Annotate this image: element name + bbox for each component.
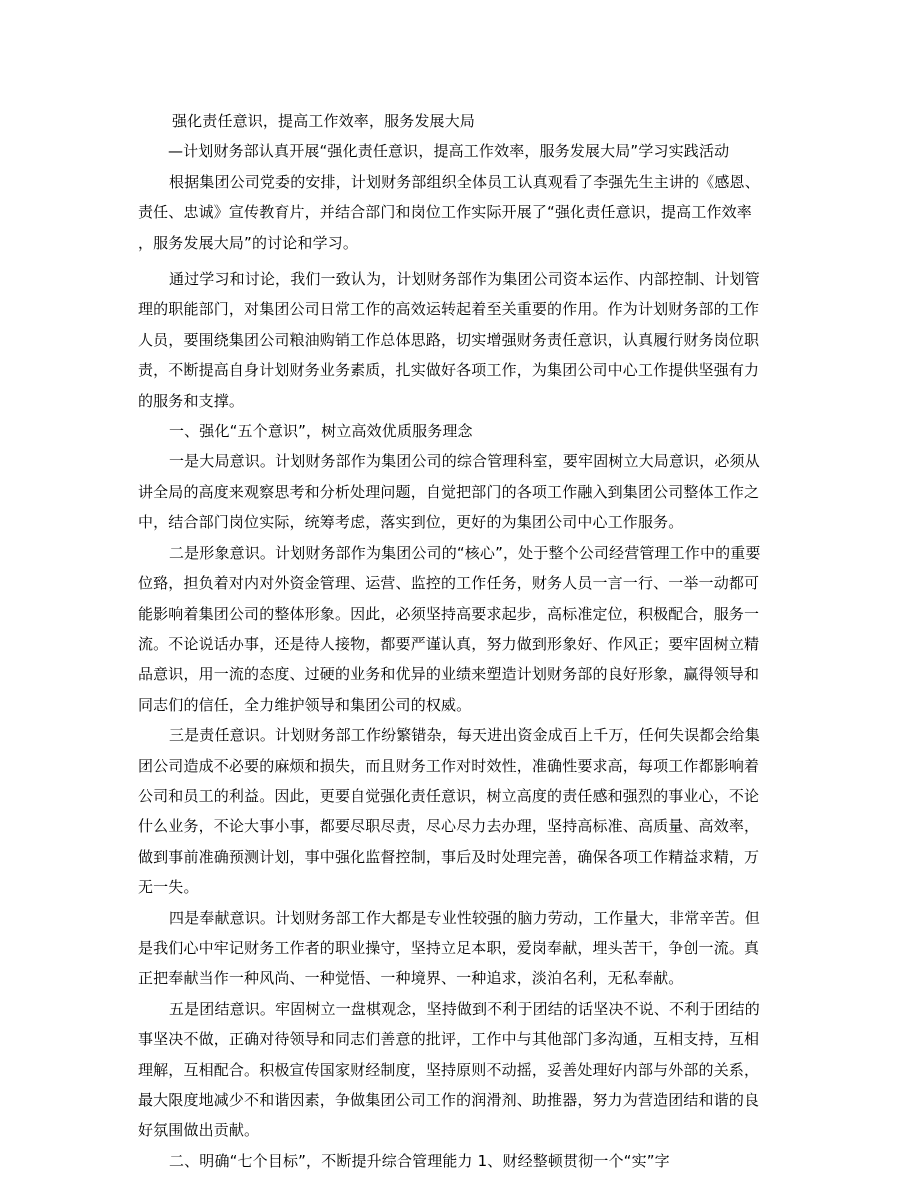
paragraph-line: 品意识，用一流的态度、过硬的业务和优异的业绩来塑造计划财务部的良好形象，赢得领导和 [138,665,760,684]
paragraph-line: 能影响着集团公司的整体形象。因此，必须坚持高要求起步，高标准定位，积极配合，服务一 [138,604,760,623]
paragraph-line: 人员，要围绕集团公司粮油购销工作总体思路，切实增强财务责任意识，认真履行财务岗位职 [138,330,760,349]
paragraph-line: ，服务发展大局”的讨论和学习。 [138,233,359,252]
paragraph-line: 理解，互相配合。积极宣传国家财经制度，坚持原则不动摇，妥善处理好内部与外部的关系， [138,1060,760,1079]
paragraph-line: 无一失。 [138,878,199,897]
paragraph-line: 二是形象意识。计划财务部作为集团公司的“核心”，处于整个公司经营管理工作中的重要 [169,543,761,562]
paragraph-awareness-2 [138,538,784,720]
paragraph-line: 三是责任意识。计划财务部工作纷繁错杂，每天进出资金成百上千万，任何失误都会给集 [169,726,760,745]
paragraph-line: 事坚决不做，正确对待领导和同志们善意的批评，工作中与其他部门多沟通，互相支持，互相 [138,1030,760,1049]
section-heading-2 [138,1146,784,1176]
paragraph-line: 理的职能部门，对集团公司日常工作的高效运转起着至关重要的作用。作为计划财务部的工作 [138,300,760,319]
paragraph-awareness-4 [138,903,784,994]
paragraph-line: 中，结合部门岗位实际，统筹考虑，落实到位，更好的为集团公司中心工作服务。 [138,513,684,532]
paragraph-line: 根据集团公司党委的安排，计划财务部组织全体员工认真观看了李强先生主讲的《感恩、 [169,172,760,191]
paragraph-line: 正把奉献当作一种风尚、一种觉悟、一种境界、一种追求，淡泊名利，无私奉献。 [138,969,684,988]
paragraph-line: 四是奉献意识。计划财务部工作大都是专业性较强的脑力劳动，工作量大，非常辛苦。但 [169,908,760,927]
paragraph-line: 流。不论说话办事，还是待人接物，都要严谨认真，努力做到形象好、作风正；要牢固树立精 [138,634,760,653]
paragraph-awareness-5 [138,994,784,1146]
paragraph-line: 最大限度地减少不和谐因素，争做集团公司工作的润滑剂、助推器，努力为营造团结和谐的良 [138,1091,760,1109]
paragraph-consensus [138,264,784,416]
paragraph-line: 的服务和支撑。 [138,391,245,410]
paragraph-intro [138,167,784,258]
paragraph-line: 好氛围做出贡献。 [138,1121,260,1140]
paragraph-line: 通过学习和讨论，我们一致认为，计划财务部作为集团公司资本运作、内部控制、计划管 [169,270,760,289]
paragraph-line: 责任、忠诚》宣传教育片，并结合部门和岗位工作实际开展了“强化责任意识，提高工作效率 [138,203,752,222]
paragraph-awareness-3 [138,720,784,902]
paragraph-line: 公司和员工的利益。因此，更要自觉强化责任意识，树立高度的责任感和强烈的事业心，不论 [138,786,760,805]
paragraph-awareness-1 [138,446,784,537]
document-title: 强化责任意识，提高工作效率，服务发展大局 [172,112,476,130]
section-heading: 一、强化“五个意识”，树立高效优质服务理念 [169,422,473,441]
paragraph-line: 一是大局意识。计划财务部作为集团公司的综合管理科室，要牢固树立大局意识，必须从 [169,452,760,471]
paragraph-line: 位臵，担负着对内对外资金管理、运营、监控的工作任务，财务人员一言一行、一举一动都可 [138,574,760,593]
paragraph-line: 做到事前准确预测计划，事中强化监督控制，事后及时处理完善，确保各项工作精益求精，万 [138,847,760,866]
document-subtitle: —计划财务部认真开展“强化责任意识，提高工作效率，服务发展大局”学习实践活动 [168,142,730,161]
document-page [138,106,784,1176]
paragraph-line: 是我们心中牢记财务工作者的职业操守，坚持立足本职，爱岗奉献，埋头苦干，争创一流。真 [138,938,760,957]
section-heading-1 [138,416,784,446]
paragraph-line: 同志们的信任，全力维护领导和集团公司的权威。 [138,695,472,714]
section-heading: 二、明确“七个目标”，不断提升综合管理能力 1、财经整顿贯彻一个“实”字 [169,1151,670,1170]
paragraph-line: 团公司造成不必要的麻烦和损失，而且财务工作对时效性，准确性要求高，每项工作都影响着 [138,756,760,775]
paragraph-line: 责，不断提高自身计划财务业务素质，扎实做好各项工作，为集团公司中心工作提供坚强有力 [138,361,760,380]
paragraph-line: 五是团结意识。牢固树立一盘棋观念，坚持做到不利于团结的话坚决不说、不利于团结的 [169,999,760,1018]
paragraph-line: 什么业务，不论大事小事，都要尽职尽责，尽心尽力去办理，坚持高标准、高质量、高效率， [138,817,760,836]
paragraph-line: 讲全局的高度来观察思考和分析处理问题，自觉把部门的各项工作融入到集团公司整体工作之 [138,482,760,501]
